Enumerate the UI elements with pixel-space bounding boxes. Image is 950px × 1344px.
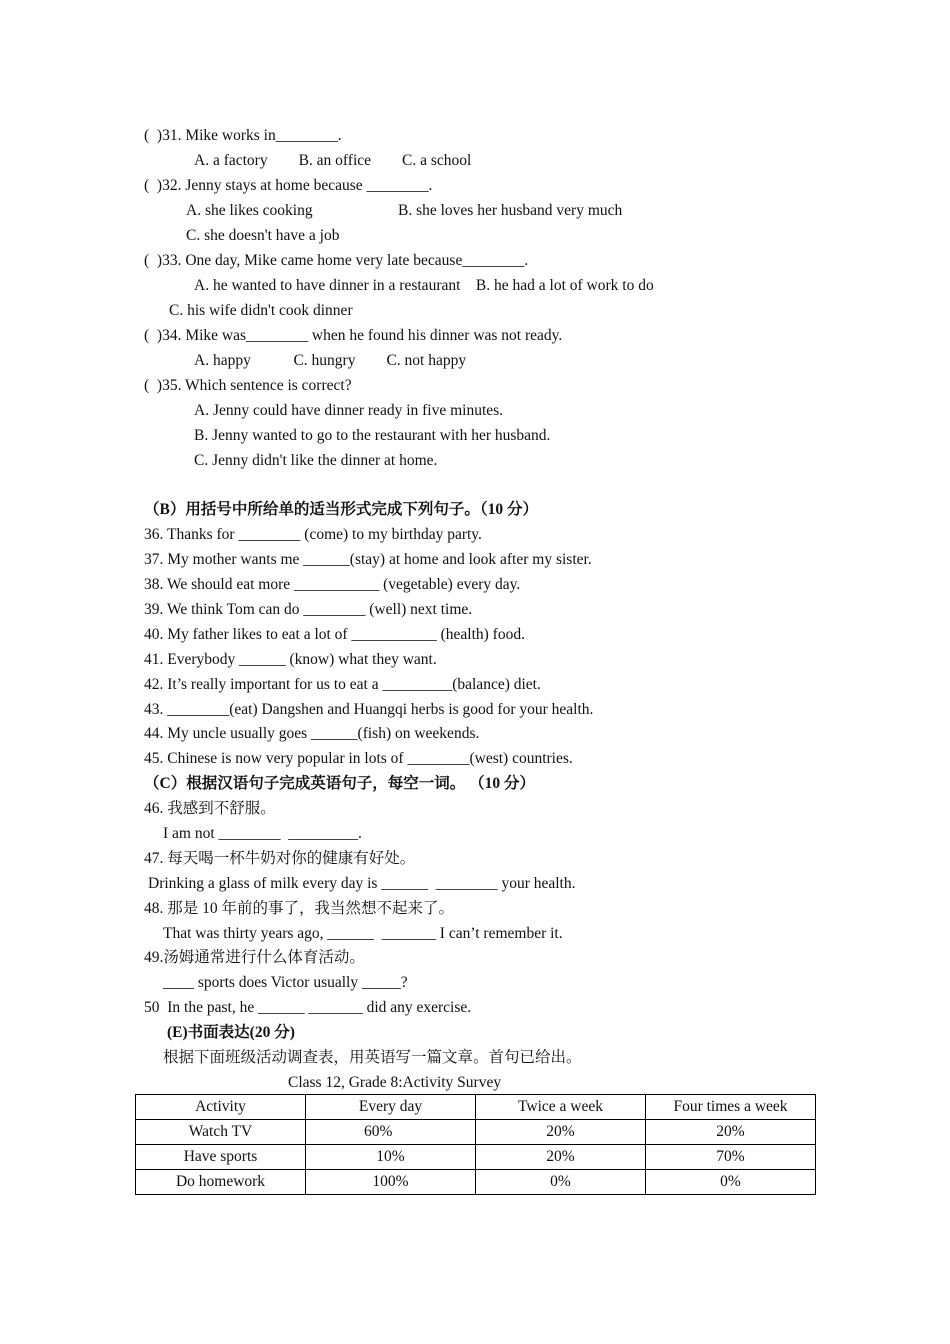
question-35: ( )35. Which sentence is correct? (144, 377, 352, 394)
section-c-a49: ____ sports does Victor usually _____? (163, 974, 408, 991)
section-b-item-40: 40. My father likes to eat a lot of ___________ (health) food. (144, 626, 525, 643)
question-32: ( )32. Jenny stays at home because ________. (144, 177, 433, 194)
table-header-cell: Four times a week (646, 1095, 816, 1120)
table-cell: 60% (306, 1120, 476, 1145)
question-31: ( )31. Mike works in________. (144, 127, 342, 144)
question-32-option-c: C. she doesn't have a job (186, 227, 340, 244)
section-c-a47: Drinking a glass of milk every day is ______ ________ your health. (148, 875, 576, 892)
question-35-option-b: B. Jenny wanted to go to the restaurant with her husband. (194, 427, 551, 444)
section-b-item-37: 37. My mother wants me ______(stay) at home and look after my sister. (144, 551, 592, 568)
table-cell: 20% (476, 1145, 646, 1170)
section-c-q50: 50 In the past, he ______ _______ did any exercise. (144, 999, 472, 1016)
question-31-options: A. a factory B. an office C. a school (194, 152, 472, 169)
section-c-q49: 49.汤姆通常进行什么体育活动。 (144, 949, 365, 966)
table-cell: 20% (476, 1120, 646, 1145)
table-cell: 70% (646, 1145, 816, 1170)
question-32-option-b: B. she loves her husband very much (398, 202, 623, 219)
section-b-item-44: 44. My uncle usually goes ______(fish) on weekends. (144, 725, 480, 742)
table-cell: 10% (306, 1145, 476, 1170)
section-b-item-36: 36. Thanks for ________ (come) to my birthday party. (144, 526, 482, 543)
question-33-option-c: C. his wife didn't cook dinner (169, 302, 353, 319)
section-b-item-39: 39. We think Tom can do ________ (well) next time. (144, 601, 473, 618)
table-header-cell: Activity (136, 1095, 306, 1120)
section-c-q46: 46. 我感到不舒服。 (144, 800, 276, 817)
table-cell: 100% (306, 1170, 476, 1195)
question-34-options: A. happy C. hungry C. not happy (194, 352, 467, 369)
section-b-item-41: 41. Everybody ______ (know) what they want. (144, 651, 437, 668)
question-35-option-c: C. Jenny didn't like the dinner at home. (194, 452, 438, 469)
table-cell: 20% (646, 1120, 816, 1145)
section-b-heading: （B）用括号中所给单的适当形式完成下列句子。（10 分） (144, 501, 538, 518)
table-title: Class 12, Grade 8:Activity Survey (288, 1074, 502, 1091)
question-34: ( )34. Mike was________ when he found his dinner was not ready. (144, 327, 563, 344)
table-header-row (136, 1095, 816, 1120)
section-b-item-45: 45. Chinese is now very popular in lots of ________(west) countries. (144, 750, 573, 767)
section-c-a46: I am not ________ _________. (163, 825, 362, 842)
section-b-item-43: 43. ________(eat) Dangshen and Huangqi herbs is good for your health. (144, 701, 594, 718)
table-row (136, 1120, 816, 1145)
table-row (136, 1145, 816, 1170)
table-header-cell: Every day (306, 1095, 476, 1120)
activity-survey-table (135, 1094, 816, 1195)
question-33: ( )33. One day, Mike came home very late because________. (144, 252, 529, 269)
section-b-item-38: 38. We should eat more ___________ (vegetable) every day. (144, 576, 521, 593)
table-cell: Watch TV (136, 1120, 306, 1145)
table-header-cell: Twice a week (476, 1095, 646, 1120)
section-b-item-42: 42. It’s really important for us to eat a _________(balance) diet. (144, 676, 541, 693)
question-32-option-a: A. she likes cooking (186, 202, 313, 219)
table-cell: 0% (646, 1170, 816, 1195)
table-cell: Have sports (136, 1145, 306, 1170)
table-row (136, 1170, 816, 1195)
section-c-a48: That was thirty years ago, ______ _______ I can’t remember it. (163, 925, 563, 942)
table-cell: 0% (476, 1170, 646, 1195)
section-c-q47: 47. 每天喝一杯牛奶对你的健康有好处。 (144, 850, 416, 867)
question-35-option-a: A. Jenny could have dinner ready in five minutes. (194, 402, 504, 419)
question-33-options-ab: A. he wanted to have dinner in a restaurant B. he had a lot of work to do (194, 277, 654, 294)
section-e-heading: (E)书面表达(20 分) (167, 1024, 295, 1041)
section-c-heading: （C）根据汉语句子完成英语句子，每空一词。 （10 分） (144, 775, 535, 792)
table-cell: Do homework (136, 1170, 306, 1195)
section-c-q48: 48. 那是 10 年前的事了，我当然想不起来了。 (144, 900, 455, 917)
section-e-instruction: 根据下面班级活动调查表，用英语写一篇文章。首句已给出。 (163, 1049, 582, 1066)
